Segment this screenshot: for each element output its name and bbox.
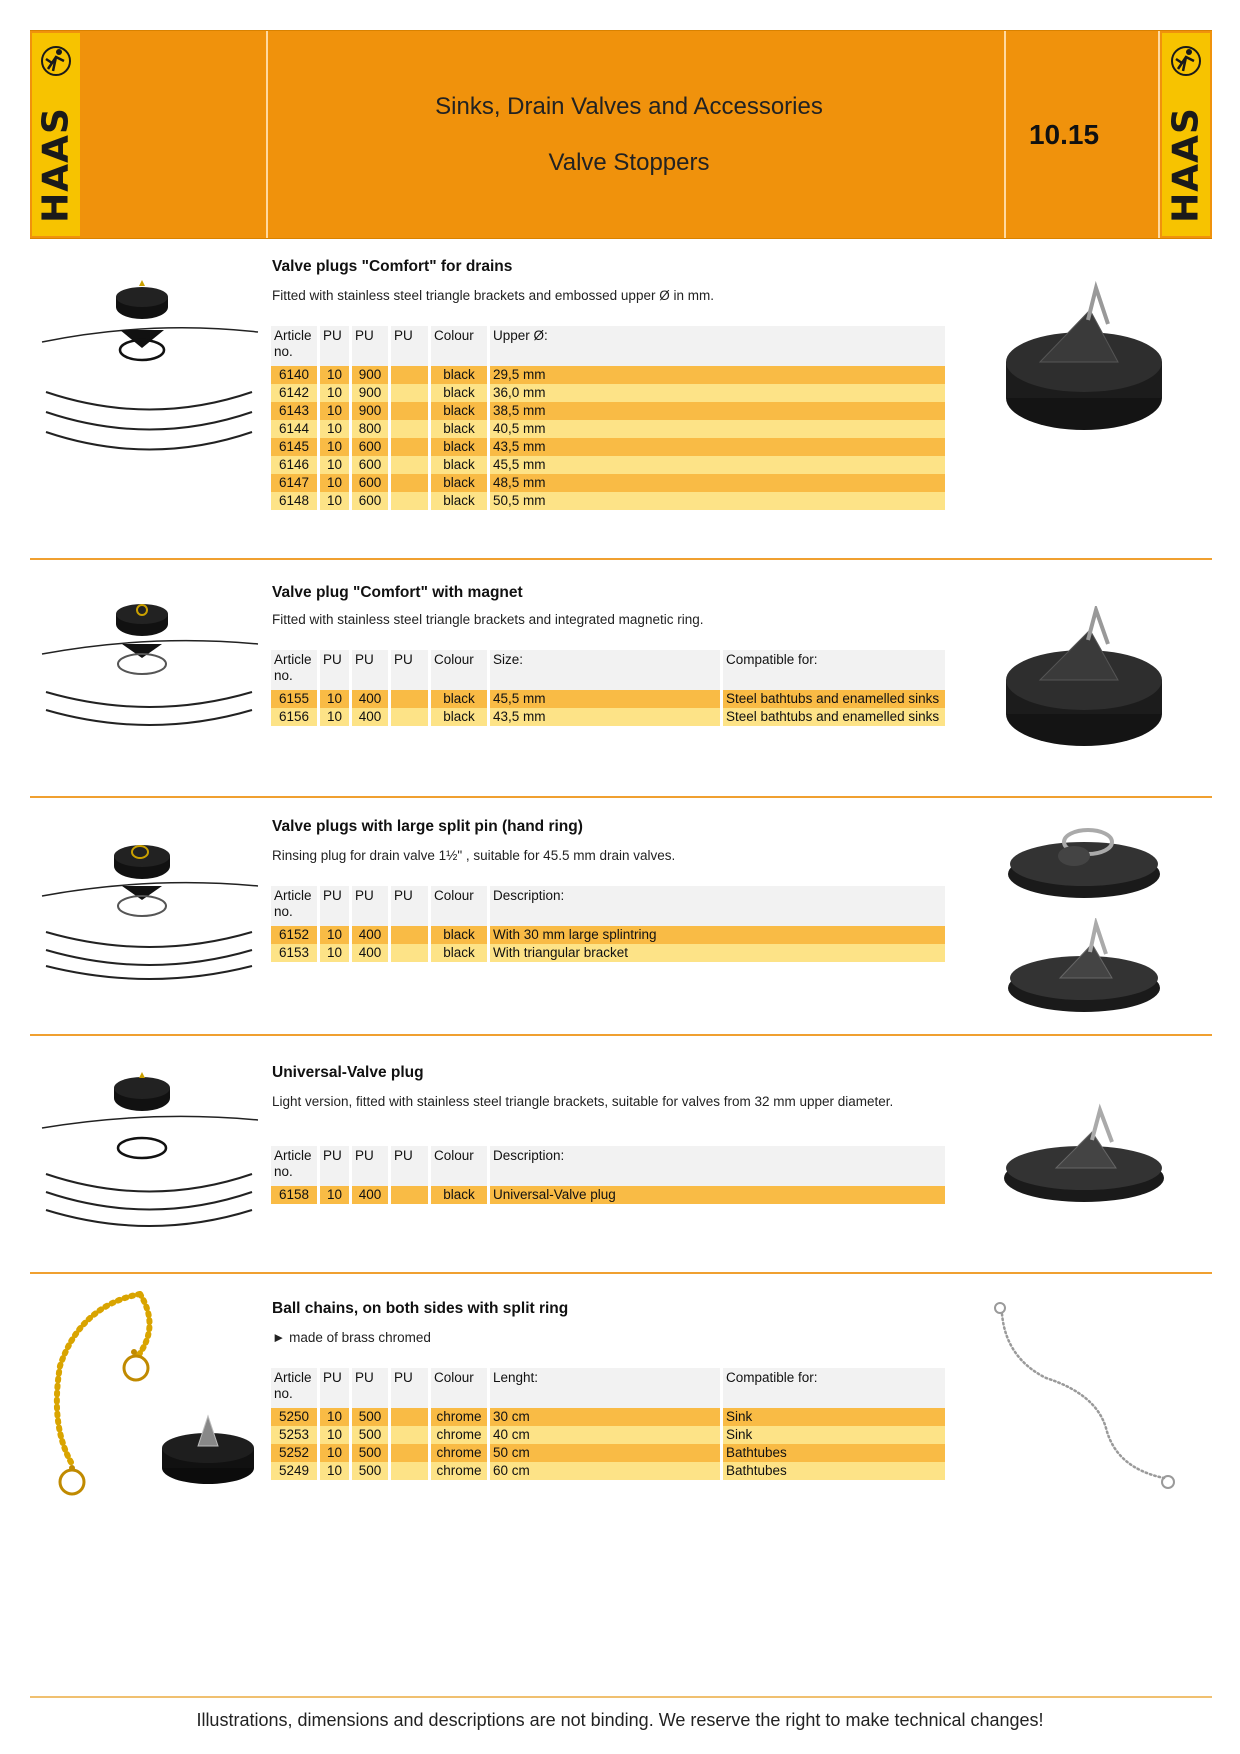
- table-cell: [391, 438, 428, 456]
- table-cell: 500: [352, 1408, 388, 1426]
- section-title: Ball chains, on both sides with split ring: [272, 1300, 569, 1317]
- table-cell: [391, 926, 428, 944]
- table-cell: 60 cm: [490, 1462, 720, 1480]
- table-cell: 10: [320, 1462, 349, 1480]
- column-header: Colour: [431, 1368, 487, 1408]
- table-row: [271, 1426, 945, 1444]
- universal-plug-diagram-icon: [40, 1064, 260, 1234]
- table-cell: 40 cm: [490, 1426, 720, 1444]
- table-cell: Steel bathtubs and enamelled sinks: [723, 690, 945, 708]
- table-cell: 45,5 mm: [490, 690, 720, 708]
- section-description: ► made of brass chromed: [272, 1330, 431, 1345]
- column-header: PU: [391, 326, 428, 366]
- column-header: Lenght:: [490, 1368, 720, 1408]
- table-cell: black: [431, 944, 487, 962]
- section-divider: [30, 558, 1212, 560]
- section-description: Light version, fitted with stainless steel triangle brackets, suitable for valves from 32 mm upper diameter.: [272, 1094, 894, 1109]
- table-cell: [391, 474, 428, 492]
- column-header: PU: [352, 650, 388, 690]
- table-row: [271, 1186, 945, 1204]
- table-cell: 6146: [271, 456, 317, 474]
- header-divider: [266, 31, 268, 238]
- table-cell: [391, 1444, 428, 1462]
- table-cell: 10: [320, 366, 349, 384]
- table-cell: black: [431, 492, 487, 510]
- table-cell: 43,5 mm: [490, 438, 945, 456]
- table-cell: black: [431, 384, 487, 402]
- column-header: PU: [391, 1146, 428, 1186]
- section-description: Rinsing plug for drain valve 1½" , suitable for 45.5 mm drain valves.: [272, 848, 676, 863]
- magnet-plug-diagram-icon: [40, 592, 260, 742]
- column-header: PU: [352, 1146, 388, 1186]
- table-cell: 6144: [271, 420, 317, 438]
- table-cell: 6152: [271, 926, 317, 944]
- table-cell: 10: [320, 402, 349, 420]
- table-cell: 400: [352, 926, 388, 944]
- table-cell: black: [431, 456, 487, 474]
- page-subtitle: Valve Stoppers: [548, 149, 710, 176]
- table-row: [271, 474, 945, 492]
- table-cell: 600: [352, 474, 388, 492]
- table-cell: Sink: [723, 1426, 945, 1444]
- table-row: [271, 1462, 945, 1480]
- table-row: [271, 456, 945, 474]
- table-cell: 10: [320, 420, 349, 438]
- spec-table: [268, 650, 948, 726]
- header-divider: [1158, 31, 1160, 238]
- table-header-row: [271, 886, 945, 926]
- table-cell: With 30 mm large splintring: [490, 926, 945, 944]
- table-row: [271, 492, 945, 510]
- column-header: Upper Ø:: [490, 326, 945, 366]
- section-title: Valve plugs with large split pin (hand ring): [272, 818, 583, 835]
- column-header: Size:: [490, 650, 720, 690]
- footer-disclaimer: Illustrations, dimensions and descriptions are not binding. We reserve the right to make technical changes!: [196, 1710, 1044, 1730]
- table-cell: 10: [320, 690, 349, 708]
- table-cell: [391, 1408, 428, 1426]
- table-cell: 5250: [271, 1408, 317, 1426]
- table-cell: [391, 944, 428, 962]
- page-number: 10.15: [1028, 119, 1100, 150]
- table-cell: [391, 690, 428, 708]
- table-cell: 10: [320, 492, 349, 510]
- table-cell: [391, 384, 428, 402]
- hand-ring-plug-diagram-icon: [40, 832, 260, 982]
- column-header: PU: [320, 886, 349, 926]
- table-cell: 40,5 mm: [490, 420, 945, 438]
- valve-plug-photo-icon: [1000, 280, 1170, 440]
- column-header: PU: [320, 1368, 349, 1408]
- section-divider: [30, 1272, 1212, 1274]
- split-ring-plug-photo-icon: [1000, 812, 1170, 904]
- table-cell: 10: [320, 1186, 349, 1204]
- table-cell: [391, 456, 428, 474]
- table-cell: 500: [352, 1444, 388, 1462]
- section-description: Fitted with stainless steel triangle brackets and integrated magnetic ring.: [272, 612, 704, 627]
- column-header: Colour: [431, 326, 487, 366]
- table-cell: black: [431, 438, 487, 456]
- haas-logo-left: [32, 33, 80, 236]
- table-cell: 10: [320, 1408, 349, 1426]
- table-cell: 6145: [271, 438, 317, 456]
- footer-divider: [30, 1696, 1212, 1698]
- table-cell: 400: [352, 1186, 388, 1204]
- table-cell: 38,5 mm: [490, 402, 945, 420]
- black-stopper-illustration-icon: [158, 1406, 258, 1488]
- table-cell: 6153: [271, 944, 317, 962]
- table-cell: [391, 708, 428, 726]
- table-cell: 10: [320, 1444, 349, 1462]
- table-cell: 45,5 mm: [490, 456, 945, 474]
- table-cell: 600: [352, 456, 388, 474]
- table-cell: 6155: [271, 690, 317, 708]
- page-header: [30, 30, 1212, 239]
- table-cell: 800: [352, 420, 388, 438]
- table-cell: [391, 1462, 428, 1480]
- table-cell: chrome: [431, 1462, 487, 1480]
- table-cell: [391, 1186, 428, 1204]
- table-cell: 6156: [271, 708, 317, 726]
- table-cell: black: [431, 474, 487, 492]
- table-cell: 48,5 mm: [490, 474, 945, 492]
- table-cell: 10: [320, 438, 349, 456]
- column-header: PU: [391, 1368, 428, 1408]
- table-cell: With triangular bracket: [490, 944, 945, 962]
- table-header-row: [271, 1146, 945, 1186]
- haas-logo-right: [1162, 33, 1210, 236]
- table-row: [271, 708, 945, 726]
- table-cell: black: [431, 1186, 487, 1204]
- table-row: [271, 944, 945, 962]
- column-header: Description:: [490, 1146, 945, 1186]
- table-cell: 600: [352, 438, 388, 456]
- table-cell: 10: [320, 474, 349, 492]
- table-cell: 6142: [271, 384, 317, 402]
- table-cell: 10: [320, 384, 349, 402]
- table-header-row: [271, 326, 945, 366]
- section-divider: [30, 1034, 1212, 1036]
- table-cell: 10: [320, 944, 349, 962]
- table-cell: 50 cm: [490, 1444, 720, 1462]
- table-cell: 6140: [271, 366, 317, 384]
- spec-table: [268, 326, 948, 510]
- table-row: [271, 926, 945, 944]
- table-cell: 36,0 mm: [490, 384, 945, 402]
- table-cell: black: [431, 366, 487, 384]
- table-cell: [391, 420, 428, 438]
- section-title: Valve plugs "Comfort" for drains: [272, 258, 513, 275]
- table-cell: 5249: [271, 1462, 317, 1480]
- table-cell: black: [431, 402, 487, 420]
- magnet-plug-photo-icon: [1000, 606, 1170, 756]
- table-cell: Bathtubes: [723, 1444, 945, 1462]
- table-cell: 500: [352, 1426, 388, 1444]
- table-row: [271, 1408, 945, 1426]
- table-cell: 29,5 mm: [490, 366, 945, 384]
- drain-installation-diagram-icon: [40, 252, 260, 482]
- table-row: [271, 420, 945, 438]
- section-description: Fitted with stainless steel triangle brackets and embossed upper Ø in mm.: [272, 288, 714, 303]
- table-cell: [391, 492, 428, 510]
- table-row: [271, 438, 945, 456]
- table-cell: Steel bathtubs and enamelled sinks: [723, 708, 945, 726]
- table-cell: 500: [352, 1462, 388, 1480]
- table-row: [271, 366, 945, 384]
- table-cell: [391, 366, 428, 384]
- column-header: Article no.: [271, 650, 317, 690]
- table-cell: 6147: [271, 474, 317, 492]
- column-header: PU: [320, 1146, 349, 1186]
- table-cell: black: [431, 926, 487, 944]
- column-header: PU: [320, 650, 349, 690]
- column-header: Article no.: [271, 1368, 317, 1408]
- table-cell: black: [431, 690, 487, 708]
- column-header: Compatible for:: [723, 1368, 945, 1408]
- table-cell: 10: [320, 708, 349, 726]
- table-row: [271, 1444, 945, 1462]
- table-cell: black: [431, 708, 487, 726]
- table-cell: Bathtubes: [723, 1462, 945, 1480]
- column-header: Colour: [431, 1146, 487, 1186]
- column-header: PU: [320, 326, 349, 366]
- table-cell: chrome: [431, 1444, 487, 1462]
- column-header: PU: [391, 650, 428, 690]
- logo-emblem-icon: [1170, 43, 1202, 83]
- table-cell: 30 cm: [490, 1408, 720, 1426]
- table-cell: 6143: [271, 402, 317, 420]
- table-cell: Sink: [723, 1408, 945, 1426]
- table-cell: 50,5 mm: [490, 492, 945, 510]
- column-header: Colour: [431, 886, 487, 926]
- table-cell: 10: [320, 1426, 349, 1444]
- table-cell: 900: [352, 384, 388, 402]
- column-header: Description:: [490, 886, 945, 926]
- table-cell: 43,5 mm: [490, 708, 720, 726]
- column-header: Article no.: [271, 1146, 317, 1186]
- universal-plug-photo-icon: [1000, 1100, 1170, 1210]
- chrome-ball-chain-photo-icon: [986, 1298, 1186, 1498]
- column-header: Article no.: [271, 326, 317, 366]
- spec-table: [268, 1146, 948, 1204]
- spec-table: [268, 886, 948, 962]
- column-header: PU: [352, 886, 388, 926]
- table-cell: 5252: [271, 1444, 317, 1462]
- section-title: Valve plug "Comfort" with magnet: [272, 584, 523, 601]
- logo-wordmark: HAAS: [1165, 107, 1207, 223]
- table-cell: 10: [320, 456, 349, 474]
- table-header-row: [271, 1368, 945, 1408]
- logo-emblem-icon: [40, 43, 72, 83]
- table-cell: Universal-Valve plug: [490, 1186, 945, 1204]
- table-cell: chrome: [431, 1408, 487, 1426]
- table-cell: 600: [352, 492, 388, 510]
- table-cell: 400: [352, 944, 388, 962]
- section-divider: [30, 796, 1212, 798]
- table-row: [271, 384, 945, 402]
- column-header: Article no.: [271, 886, 317, 926]
- table-cell: 6158: [271, 1186, 317, 1204]
- section-title: Universal-Valve plug: [272, 1064, 424, 1081]
- table-cell: 10: [320, 926, 349, 944]
- column-header: Colour: [431, 650, 487, 690]
- table-header-row: [271, 650, 945, 690]
- table-cell: 5253: [271, 1426, 317, 1444]
- column-header: PU: [352, 326, 388, 366]
- table-cell: 6148: [271, 492, 317, 510]
- table-cell: 900: [352, 402, 388, 420]
- triangle-bracket-plug-photo-icon: [1000, 918, 1170, 1018]
- column-header: PU: [391, 886, 428, 926]
- column-header: PU: [352, 1368, 388, 1408]
- table-cell: 400: [352, 708, 388, 726]
- page-title: Sinks, Drain Valves and Accessories: [435, 93, 823, 120]
- table-cell: chrome: [431, 1426, 487, 1444]
- table-cell: 900: [352, 366, 388, 384]
- table-cell: 400: [352, 690, 388, 708]
- spec-table: [268, 1368, 948, 1480]
- column-header: Compatible for:: [723, 650, 945, 690]
- table-row: [271, 690, 945, 708]
- table-row: [271, 402, 945, 420]
- table-cell: [391, 402, 428, 420]
- table-cell: black: [431, 420, 487, 438]
- table-cell: [391, 1426, 428, 1444]
- logo-wordmark: HAAS: [35, 107, 77, 223]
